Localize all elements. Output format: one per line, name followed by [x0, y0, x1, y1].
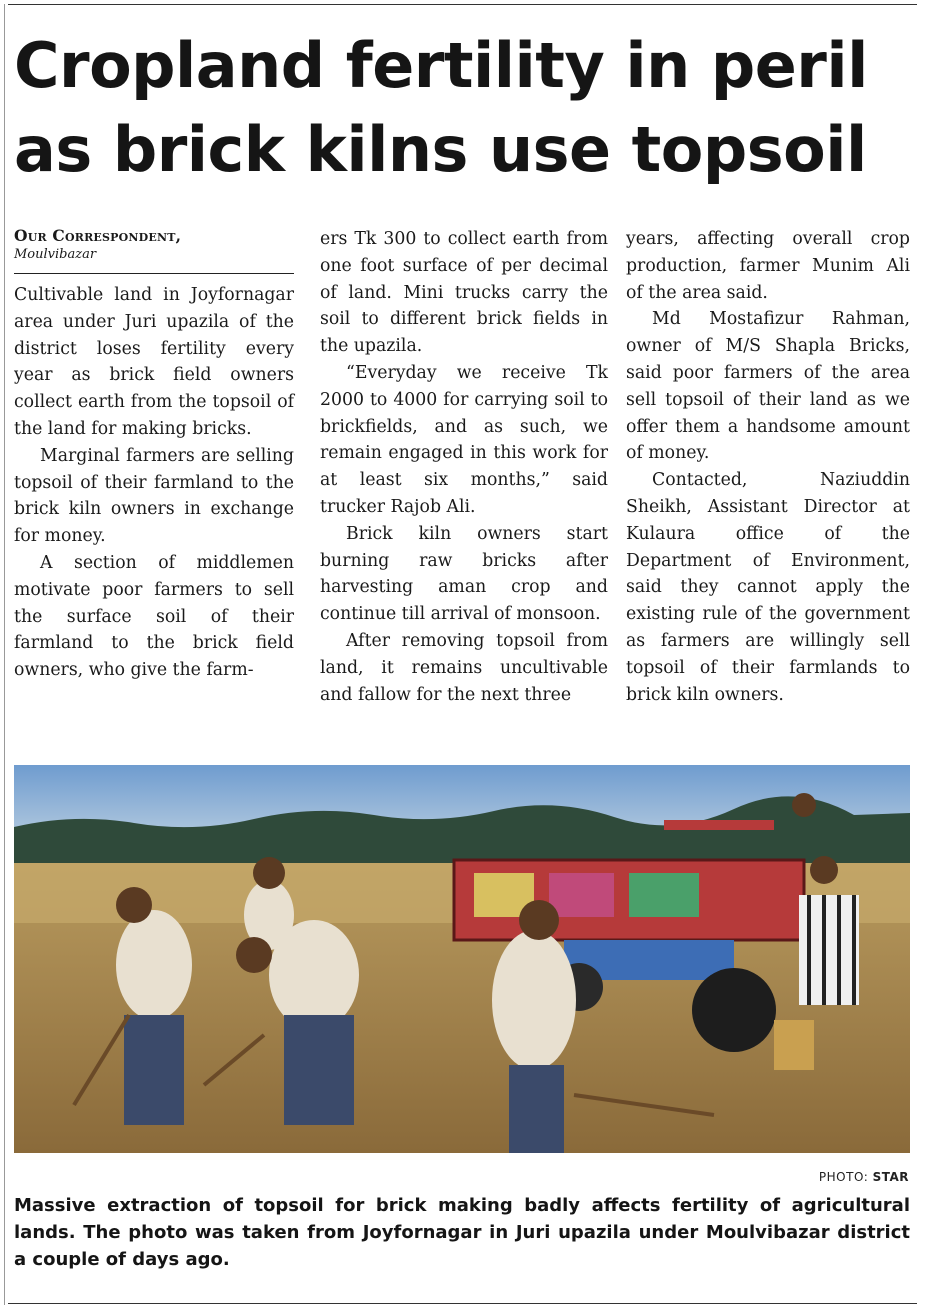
left-border — [4, 4, 5, 1305]
paragraph-3-continued: ers Tk 300 to collect earth from one foot surface of per decimal of land. Mini trucks carry the soil to different brick fields in the upazila. — [320, 229, 608, 357]
paragraph-1: Cultivable land in Joyfornagar area under Juri upazila of the district loses fertility every year as brick field owners collect earth from the topsoil of the land for making bricks. — [14, 285, 294, 439]
paragraph-5: Brick kiln owners start burning raw bricks after harvesting aman crop and continue till arrival of monsoon. — [320, 523, 608, 625]
paragraph-6-continued: years, affecting overall crop production, farmer Munim Ali of the area said. — [626, 229, 910, 303]
photo-credit — [819, 1170, 909, 1184]
column-2 — [320, 226, 608, 708]
news-photo — [14, 765, 910, 1153]
photo-caption: Massive extraction of topsoil for brick making badly affects fertility of agricultural lands. The photo was taken from Joyfornagar in Juri upazila under Moulvibazar district a couple of days ago. — [14, 1195, 910, 1270]
paragraph-6: After removing topsoil from land, it remains uncultivable and fallow for the next three — [320, 630, 608, 705]
photo-credit-prefix: PHOTO: — [818, 1170, 873, 1184]
byline-divider — [14, 273, 294, 274]
byline-place: Moulvibazar — [14, 247, 97, 262]
bottom-rule — [8, 1303, 917, 1304]
headline: Cropland fertility in peril as brick kilns use topsoil — [14, 29, 868, 186]
photo-credit-source: STAR — [872, 1170, 909, 1184]
paragraph-7: Md Mostafizur Rahman, owner of M/S Shapla Bricks, said poor farmers of the area sell topsoil of their land as we offer them a handsome amount of money. — [626, 309, 910, 464]
paragraph-4: “Everyday we receive Tk 2000 to 4000 for carrying soil to brickfields, and as such, we remain engaged in this work for at least six months,” said trucker Rajob Ali. — [320, 362, 608, 517]
column-1 — [14, 226, 294, 684]
paragraph-2: Marginal farmers are selling topsoil of their farmland to the brick kiln owners in exchange for money. — [14, 445, 294, 547]
column-3 — [626, 226, 910, 708]
paragraph-8: Contacted, Naziuddin Sheikh, Assistant Director at Kulaura office of the Department of Environment, said they cannot apply the existing rule of the government as farmers are willingly sell topsoil of their farmlands to brick kiln owners. — [626, 470, 910, 705]
top-rule — [8, 4, 917, 5]
photo-illustration — [14, 765, 910, 1153]
byline-name: Our Correspondent, — [14, 226, 182, 245]
paragraph-3: A section of middlemen motivate poor farmers to sell the surface soil of their farmland to the brick field owners, who give the farm- — [14, 552, 294, 681]
